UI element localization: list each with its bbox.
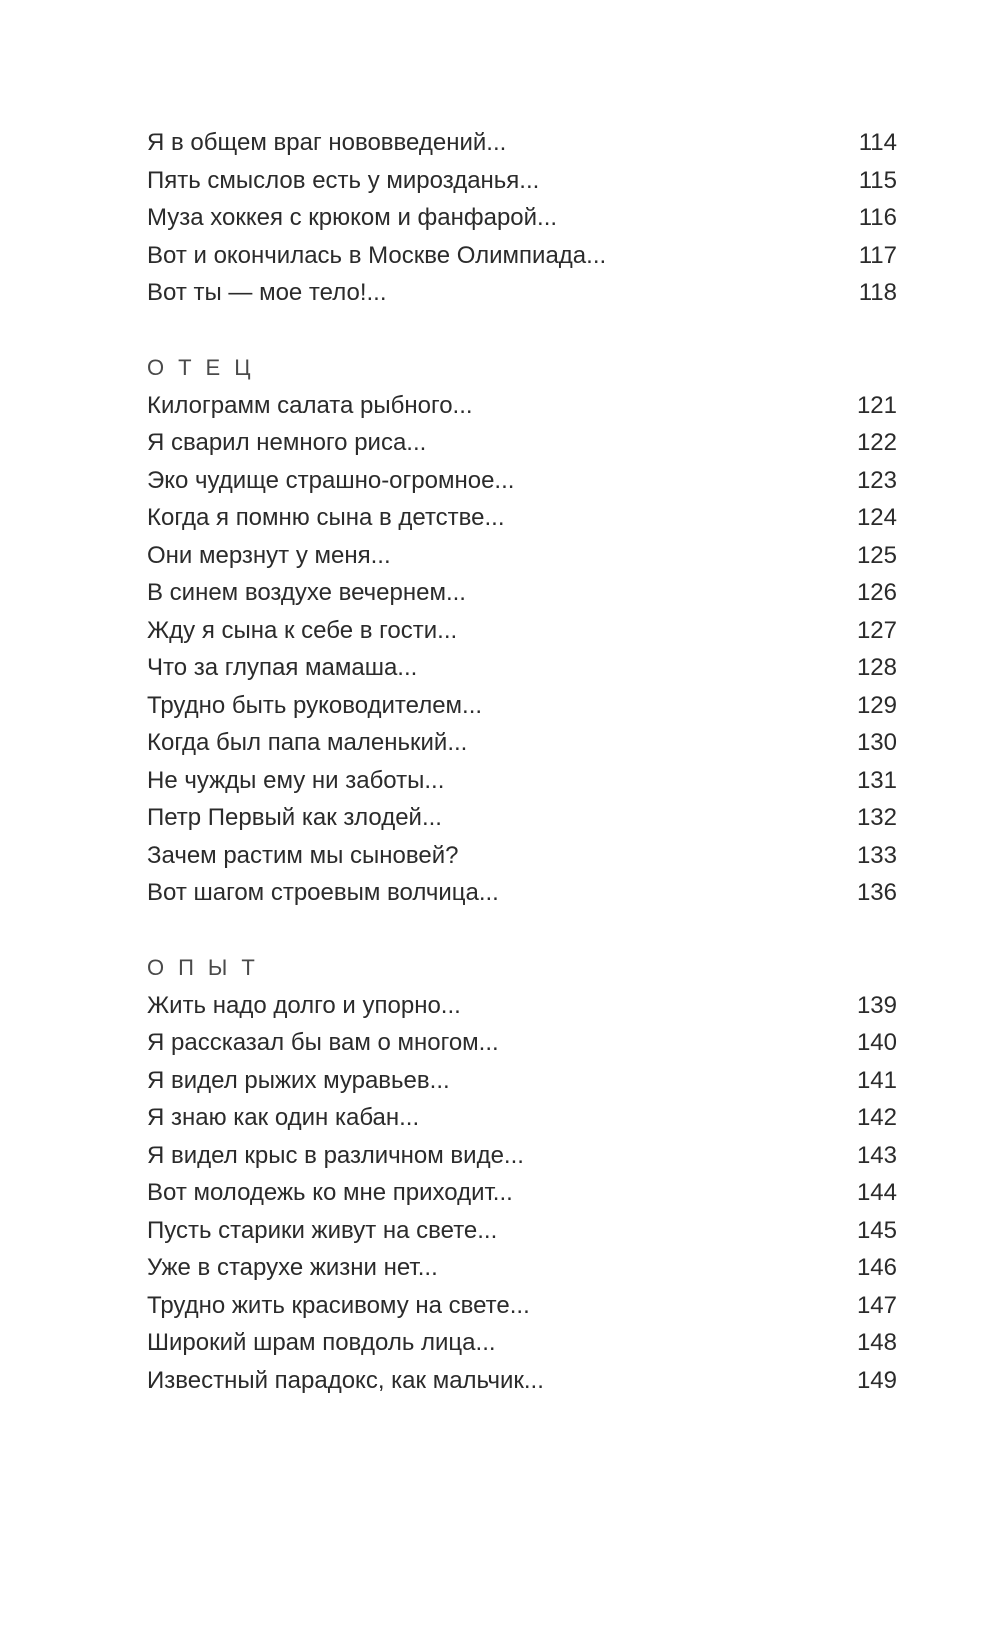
entry-page-number: 116 (858, 204, 897, 231)
entry-title: Трудно быть руководителем... (147, 691, 483, 719)
toc-entry[interactable] (147, 499, 897, 537)
entry-page-number: 121 (856, 391, 897, 419)
toc-section-otets (147, 349, 897, 912)
entry-page-number: 139 (856, 991, 897, 1019)
entry-page-number: 126 (856, 579, 897, 606)
toc-entry[interactable] (147, 1362, 897, 1400)
entry-page-number: 118 (858, 279, 897, 306)
toc-entry[interactable] (147, 724, 897, 762)
toc-entry[interactable] (147, 1287, 897, 1325)
entry-page-number: 144 (856, 1179, 897, 1206)
toc-entry[interactable] (147, 424, 897, 462)
toc-entry[interactable] (147, 537, 897, 575)
entry-title: Известный парадокс, как мальчик... (147, 1366, 544, 1394)
entry-title: Широкий шрам повдоль лица... (147, 1329, 496, 1356)
entry-page-number: 133 (856, 841, 897, 869)
entry-title: Я рассказал бы вам о многом... (147, 1029, 499, 1056)
entry-page-number: 141 (856, 1066, 897, 1094)
entry-title: Петр Первый как злодей... (147, 804, 442, 831)
entry-title: Жить надо долго и упорно... (147, 991, 461, 1019)
entry-title: Пусть старики живут на свете... (147, 1216, 498, 1244)
entry-title: Когда был папа маленький... (147, 729, 468, 756)
entry-page-number: 131 (856, 766, 897, 794)
entry-title: Я видел рыжих муравьев... (147, 1066, 450, 1094)
toc-entry[interactable] (147, 462, 897, 500)
toc-entry[interactable] (147, 687, 897, 725)
entry-title: Что за глупая мамаша... (147, 654, 418, 681)
entry-page-number: 142 (856, 1104, 897, 1131)
entry-title: Я знаю как один кабан... (147, 1104, 420, 1131)
toc-entry[interactable] (147, 1137, 897, 1175)
entry-title: В синем воздухе вечернем... (147, 579, 466, 606)
entry-page-number: 130 (856, 729, 897, 756)
entry-title: Вот молодежь ко мне приходит... (147, 1179, 513, 1206)
entry-title: Муза хоккея с крюком и фанфарой... (147, 204, 558, 231)
entry-page-number: 149 (856, 1366, 897, 1394)
entry-title: Вот ты — мое тело!... (147, 279, 387, 306)
entry-title: Я в общем враг нововведений... (147, 129, 507, 156)
entry-title: Когда я помню сына в детстве... (147, 504, 505, 531)
toc-entry[interactable] (147, 1212, 897, 1250)
toc-entry[interactable] (147, 649, 897, 687)
entry-title: Уже в старухе жизни нет... (147, 1254, 438, 1281)
entry-title: Вот шагом строевым волчица... (147, 879, 499, 906)
entry-page-number: 125 (856, 541, 897, 569)
entry-title: Жду я сына к себе в гости... (147, 616, 458, 644)
entry-page-number: 132 (856, 804, 897, 831)
toc-entry[interactable] (147, 162, 897, 200)
entry-title: Я сварил немного риса... (147, 429, 427, 456)
toc-entry[interactable] (147, 274, 897, 312)
entry-title: Пять смыслов есть у мирозданья... (147, 166, 540, 194)
entry-page-number: 145 (856, 1216, 897, 1244)
entry-title: Трудно жить красивому на свете... (147, 1291, 530, 1319)
entry-page-number: 124 (856, 504, 897, 531)
entry-page-number: 122 (856, 429, 897, 456)
toc-entry[interactable] (147, 1174, 897, 1212)
entry-title: Не чужды ему ни заботы... (147, 766, 445, 794)
toc-entry[interactable] (147, 987, 897, 1025)
entry-title: Я видел крыс в различном виде... (147, 1141, 524, 1169)
entry-title: Вот и окончилась в Москве Олимпиада... (147, 241, 607, 269)
entry-page-number: 117 (858, 241, 897, 269)
entry-page-number: 146 (856, 1254, 897, 1281)
toc-entry[interactable] (147, 1324, 897, 1362)
toc-entry[interactable] (147, 874, 897, 912)
entry-page-number: 148 (856, 1329, 897, 1356)
toc-group-top (147, 124, 897, 312)
toc-entry[interactable] (147, 1024, 897, 1062)
section-title: ОТЕЦ (147, 355, 265, 380)
toc-entry[interactable] (147, 1099, 897, 1137)
toc-entry[interactable] (147, 199, 897, 237)
entry-title: Эко чудище страшно-огромное... (147, 466, 515, 494)
entry-page-number: 140 (856, 1029, 897, 1056)
entry-page-number: 115 (858, 166, 897, 194)
toc-section-opyt (147, 949, 897, 1399)
entry-page-number: 123 (856, 466, 897, 494)
entry-title: Они мерзнут у меня... (147, 541, 391, 569)
toc-entry[interactable] (147, 1249, 897, 1287)
toc-entry[interactable] (147, 762, 897, 800)
entry-page-number: 143 (856, 1141, 897, 1169)
entry-page-number: 114 (858, 129, 897, 156)
toc-entry[interactable] (147, 124, 897, 162)
toc-entry[interactable] (147, 799, 897, 837)
toc-entry[interactable] (147, 837, 897, 875)
toc-entry[interactable] (147, 574, 897, 612)
entry-page-number: 127 (856, 616, 897, 644)
entry-title: Килограмм салата рыбного... (147, 391, 473, 419)
entry-title: Зачем растим мы сыновей? (147, 841, 459, 869)
section-title: ОПЫТ (147, 955, 269, 980)
toc-entry[interactable] (147, 612, 897, 650)
toc-entry[interactable] (147, 237, 897, 275)
table-of-contents (147, 124, 897, 1399)
entry-page-number: 128 (856, 654, 897, 681)
entry-page-number: 136 (856, 879, 897, 906)
entry-page-number: 147 (856, 1291, 897, 1319)
toc-entry[interactable] (147, 387, 897, 425)
toc-entry[interactable] (147, 1062, 897, 1100)
entry-page-number: 129 (856, 691, 897, 719)
